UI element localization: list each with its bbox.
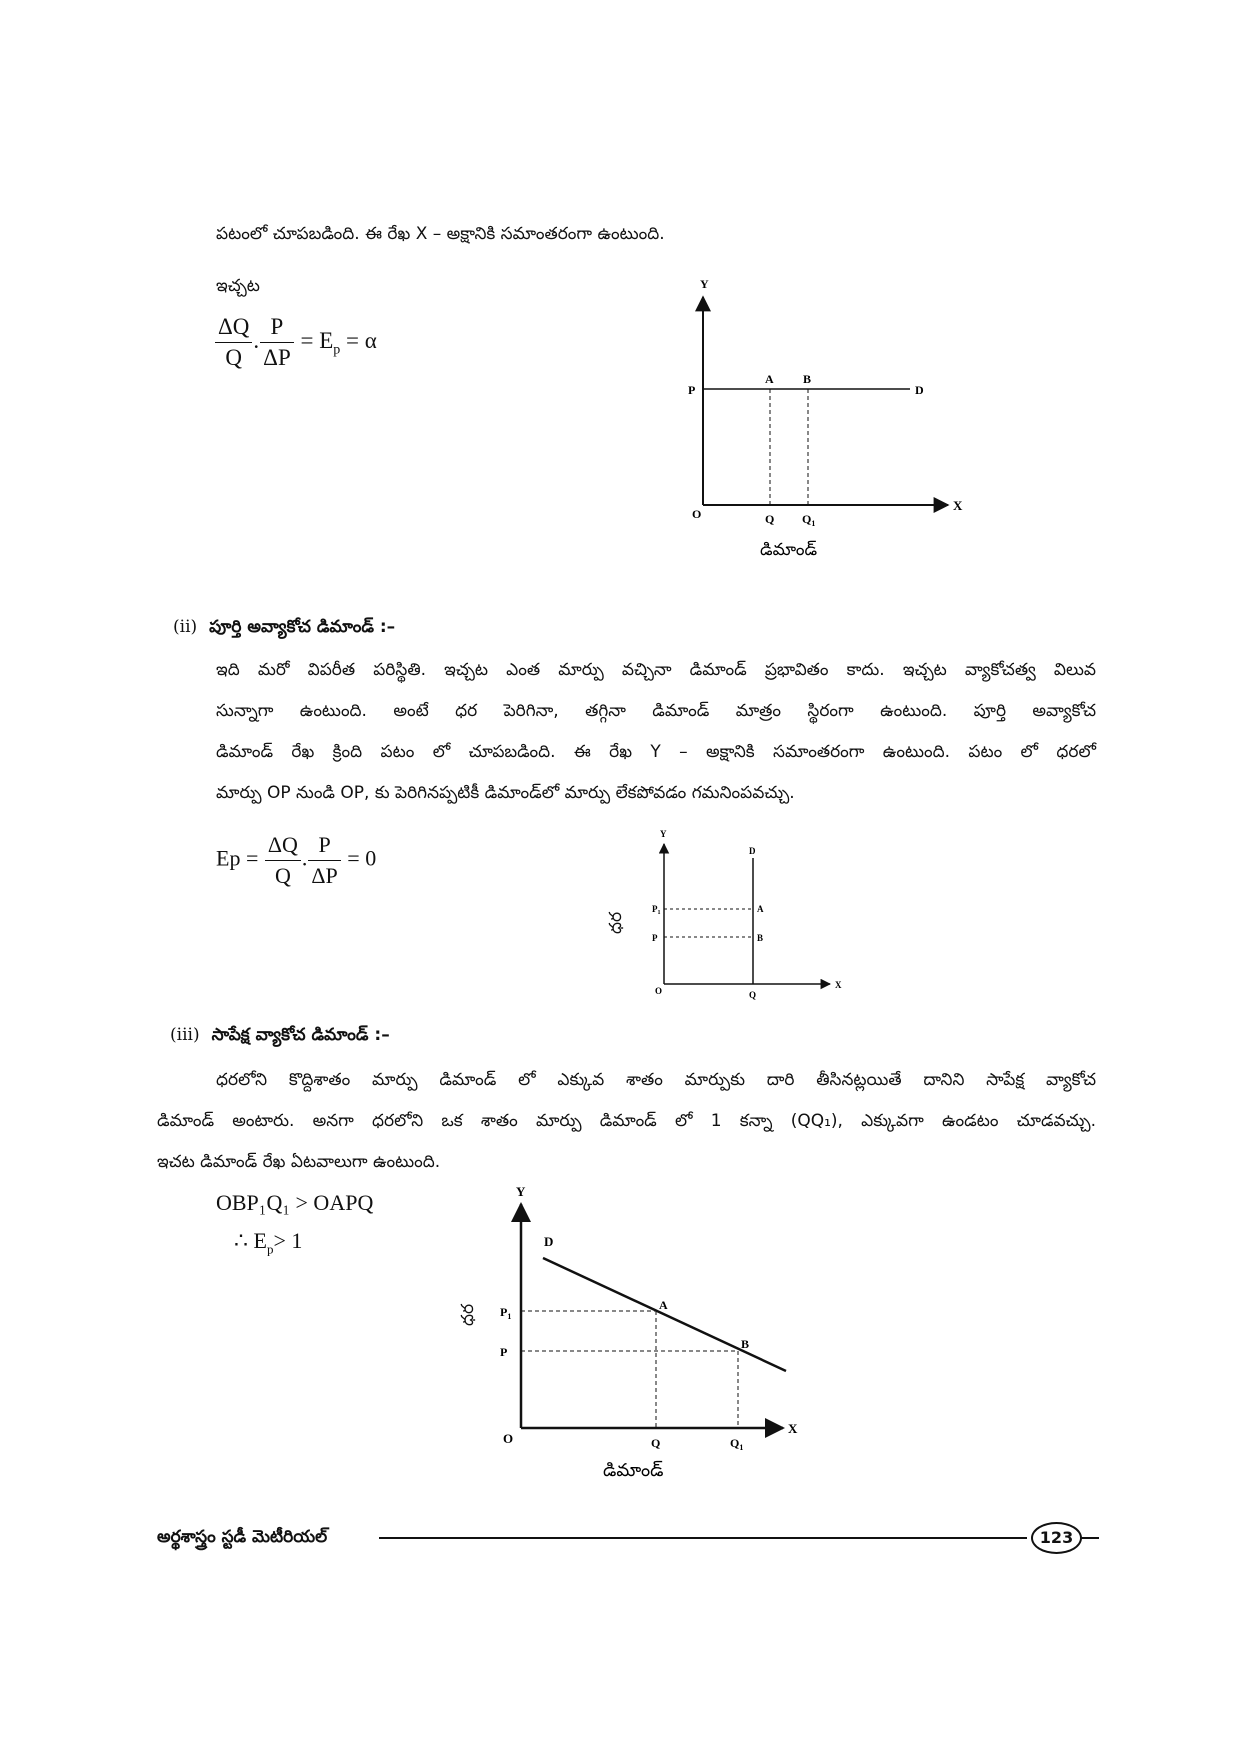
formula-elasticity-zero: Ep = $\frac{\Delta Q}{Q}$ . $\frac{P}{\Delta P}$ = 0 [216,832,377,888]
y-label: Y [660,829,667,839]
demand-d-label: D [915,383,924,397]
footer-rule [379,1537,1027,1539]
fraction-dq-q: $\frac{\Delta Q}{Q}$ [265,832,301,889]
quantity-q-label: Q [651,1436,661,1450]
x-label: X [953,498,963,513]
footer-title: అర్థశాస్త్రం స్టడీ మెటీరియల్ [157,1527,328,1547]
price-p-label: P [688,383,696,397]
section-iii-line-3: ఇచట డిమాండ్ రేఖ ఏటవాలుగా ఉంటుంది. [157,1152,441,1172]
perfectly-elastic-demand-diagram [640,270,980,570]
section-iii-heading: (iii) సాపేక్ష వ్యాకోచ డిమాండ్ :– [170,1025,390,1045]
quantity-q1-label: $Q_1$ [730,1436,744,1452]
formula-elasticity-infinite: $\frac{\Delta Q}{Q}$ . $\frac{P}{\Delta P}$ = $E_p = \alpha$ [214,314,377,371]
demand-line-sloped [543,1258,786,1371]
footer-rule-tail [1081,1537,1099,1539]
formula-area-comparison: OBP₁Q₁ > OAPQ [216,1190,374,1215]
point-a-label: A [659,1298,668,1312]
point-a-label: A [757,904,764,914]
section-ii-line-3: డిమాండ్ రేఖ క్రింది పటం లో చూపబడింది. ఈ రేఖ Y – అక్షానికి సమాంతరంగా ఉంటుంది. పటం లో ధరలో [216,742,1096,762]
x-label: X [788,1421,798,1436]
demand-axis-label: డిమాండ్ [603,1460,664,1481]
fraction-p-dp: $\frac{P}{\Delta P}$ [308,832,340,889]
intro-line: పటంలో చూపబడింది. ఈ రేఖ X – అక్షానికి సమాంతరంగా ఉంటుంది. [216,224,665,244]
y-label: Y [700,277,709,291]
section-iii-line-1: ధరలోని కొద్దిశాతం మార్పు డిమాండ్ లో ఎక్కువ శాతం మార్పుకు దారి తీసినట్లయితే దానిని సాపేక్ష వ్యాకోచ [216,1070,1096,1090]
demand-d-label: D [749,846,756,856]
perfectly-inelastic-demand-diagram [606,826,850,1006]
section-iii-line-2: డిమాండ్ అంటారు. అనగా ధరలోని ఒక శాతం మార్పు డిమాండ్ లో 1 కన్నా (QQ₁), ఎక్కువగా ఉండటం చూడవచ్చు. [157,1111,1096,1131]
point-b-label: B [741,1337,750,1351]
point-b-label: B [803,372,812,386]
price-p1-label: $P_1$ [652,904,661,916]
demand-axis-label: డిమాండ్ [760,540,818,560]
price-axis-label-2: ధర [606,911,626,934]
fraction-dq-q: $\frac{\Delta Q}{Q}$ [215,314,252,371]
price-axis-label-3: ధర [458,1303,478,1326]
demand-d-label: D [544,1234,554,1249]
formula-elasticity-greater: ∴ $E_p> 1$ [234,1228,303,1257]
quantity-q-label: Q [749,990,757,1000]
x-label: X [835,980,842,990]
origin-label: O [655,986,663,996]
price-p-label: P [500,1345,508,1359]
section-ii-line-2: సున్నాగా ఉంటుంది. అంటే ధర పెరిగినా, తగ్గినా డిమాండ్ మాత్రం స్థిరంగా ఉంటుంది. పూర్తి అవ్యాకోచ [216,701,1096,721]
point-b-label: B [757,933,764,943]
fraction-p-dp: $\frac{P}{\Delta P}$ [260,314,294,371]
section-ii-line-1: ఇది మరో విపరీత పరిస్థితి. ఇచ్చట ఎంత మార్పు వచ్చినా డిమాండ్ ప్రభావితం కాదు. ఇచ్చట వ్యాకోచత్వ విలువ [216,660,1096,680]
point-a-label: A [765,372,774,386]
quantity-q-label: Q [765,512,775,526]
section-ii-heading: (ii) పూర్తి అవ్యాకోచ డిమాండ్ :– [173,617,396,637]
origin-label: O [692,507,702,521]
here-label: ఇచ్చట [216,276,260,296]
relatively-elastic-demand-diagram [440,1180,820,1490]
price-p-label: P [652,933,658,943]
origin-label: O [503,1431,514,1446]
y-label: Y [516,1184,526,1199]
quantity-q1-label: $Q_1$ [802,512,816,528]
page-number: 123 [1031,1522,1082,1554]
section-ii-line-4: మార్పు OP నుండి OP, కు పెరిగినప్పటికీ డిమాండ్‌లో మార్పు లేకపోవడం గమనింపవచ్చు. [216,783,795,803]
price-p1-label: $P_1$ [500,1305,512,1321]
